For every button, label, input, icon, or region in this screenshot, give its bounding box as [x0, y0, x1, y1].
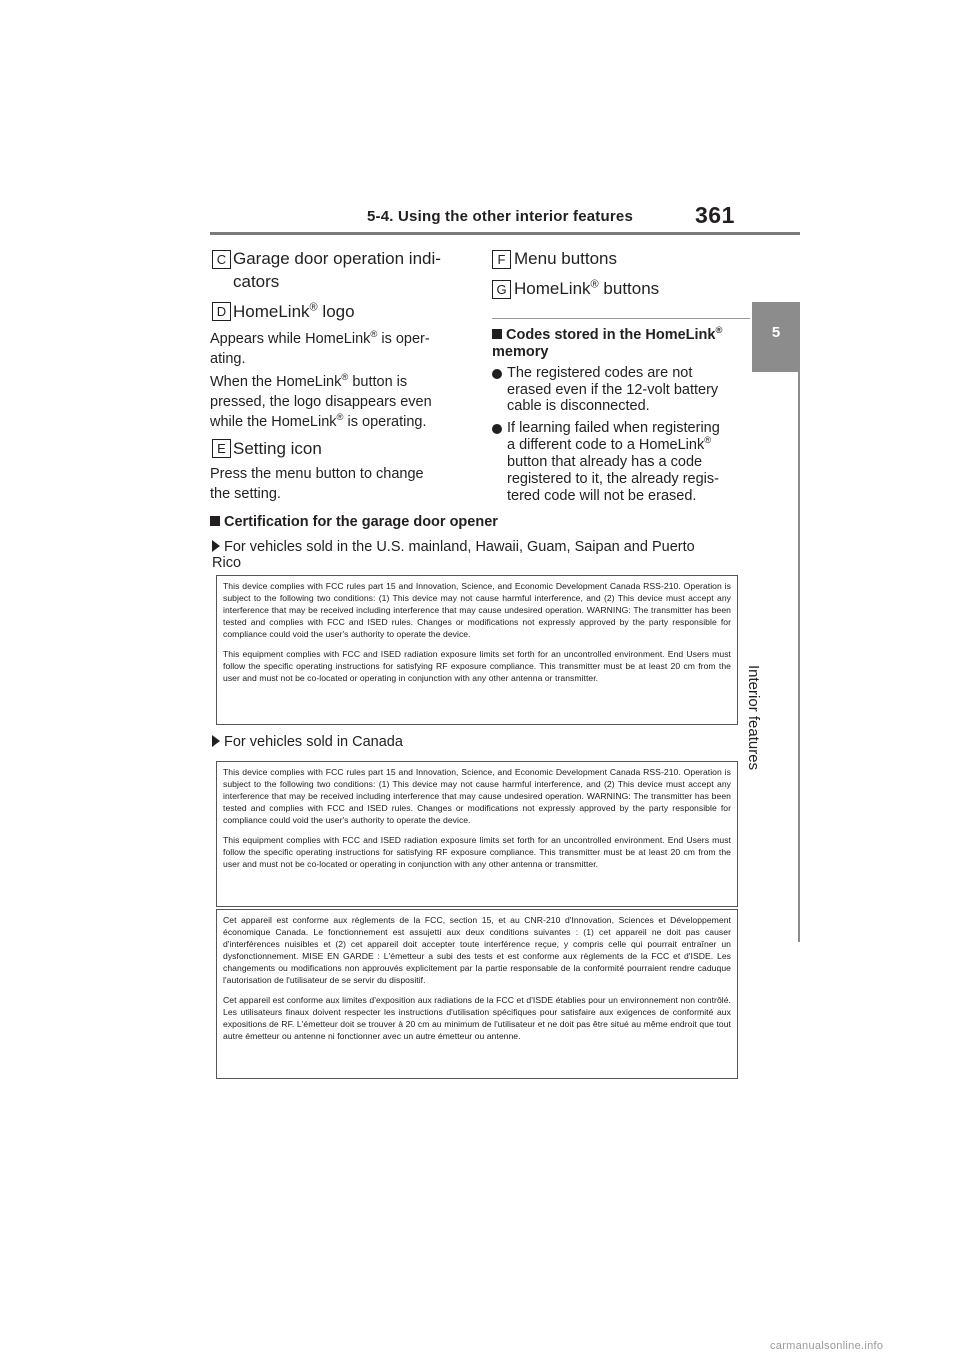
fcc-notice-paragraph: This equipment complies with FCC and ISED radiation exposure limits set forth for an uncontrolled environment. End Users must follow the specific operating instructions for satisfying RF exposure compliance. This transmitter must be at least 20 cm from the user and must not be co-located or operating in conjunction with any other antenna or transmitter. — [223, 835, 731, 869]
item-d-title: HomeLink® logo — [233, 301, 355, 321]
column-divider — [492, 318, 750, 319]
header-rule — [210, 232, 800, 235]
chapter-label: Interior features — [745, 665, 762, 771]
item-g-title: HomeLink® buttons — [514, 278, 660, 298]
bullet-dot-icon — [492, 424, 502, 434]
chapter-number: 5 — [771, 324, 781, 341]
watermark: carmanualsonline.info — [770, 1340, 884, 1352]
page-number: 361 — [695, 202, 735, 228]
item-d-description-1: Appears while HomeLink® is oper- ating. — [210, 328, 430, 367]
bullet-dot-icon — [492, 369, 502, 379]
codes-bullet-2: If learning failed when registering a different code to a HomeLink® button that already has a code registered to it, the already regis- tered code will not be erased. — [507, 420, 720, 504]
callout-letter-f: F — [492, 250, 511, 269]
callout-letter-e: E — [212, 439, 231, 458]
fcc-notice-us — [216, 575, 738, 725]
section-title: 5-4. Using the other interior features — [367, 208, 633, 225]
triangle-arrow-icon — [212, 540, 220, 552]
item-e-description: Press the menu button to change the setting. — [210, 466, 424, 502]
square-bullet-icon — [492, 329, 502, 339]
fcc-notice-paragraph: Cet appareil est conforme aux limites d'exposition aux radiations de la FCC et d'ISDE établies pour un environnement non contrôlé. Les utilisateurs finaux doivent respecter les instructions d'utilisation spécifiques pour satisfaire aux exigences de conformité aux expositions de RF. L'émetteur doit se trouver à 20 cm au minimum de l'utilisateur et ne doit pas être situé au même endroit que tout autre émetteur ou antenne ni fonctionner avec un autre émetteur ou antenne. — [223, 995, 731, 1041]
codes-bullet-1: The registered codes are not erased even if the 12-volt battery cable is disconnected. — [507, 365, 719, 414]
page-header — [367, 202, 797, 234]
item-f-title: Menu buttons — [514, 249, 618, 268]
callout-letter-g: G — [492, 280, 511, 299]
callout-letter-d: D — [212, 302, 231, 321]
fcc-notice-canada-fr — [216, 909, 738, 1079]
us-vehicles-label: For vehicles sold in the U.S. mainland, Hawaii, Guam, Saipan and Puerto Rico — [212, 539, 695, 571]
fcc-notice-paragraph: Cet appareil est conforme aux règlements de la FCC, section 15, et au CNR-210 d'Innovation, Sciences et Développement économique Canada. Le fonctionnement est assujetti aux deux conditions suivantes : (1) cet appareil ne doit pas causer d'interférences nuisibles et (2) cet appareil doit accepter toute interférence reçue, y compris celle qui pourrait entraîner un dysfonctionnement. MISE EN GARDE : L'émetteur a subi des tests et est conforme aux règlements de la FCC et d'ISDE. Les changements ou modifications non approuvés explicitement par la partie responsable de la conformité pourraient rendre caduque l'autorisation de l'utilisateur de se servir du dispositif. — [223, 915, 731, 985]
fcc-notice-paragraph: This device complies with FCC rules part 15 and Innovation, Science, and Economic Development Canada RSS-210. Operation is subject to the following two conditions: (1) This device may not cause harmful interference, and (2) This device must accept any interference that may be received including interference that may cause undesired operation. WARNING: The transmitter has been tested and complies with FCC and ISED rules. Changes or modifications not expressly approved by the party responsible for compliance could void the user's authority to operate the device. — [223, 581, 731, 639]
certification-heading: Certification for the garage door opener — [210, 514, 498, 531]
chapter-tab — [752, 302, 800, 372]
triangle-arrow-icon — [212, 735, 220, 747]
item-e-title: Setting icon — [233, 439, 322, 458]
fcc-notice-paragraph: This equipment complies with FCC and ISED radiation exposure limits set forth for an uncontrolled environment. End Users must follow the specific operating instructions for satisfying RF exposure compliance. This transmitter must be at least 20 cm from the user and must not be co-located or operating in conjunction with any other antenna or transmitter. — [223, 649, 731, 683]
callout-letter-c: C — [212, 250, 231, 269]
item-d-description-2: When the HomeLink® button is pressed, the logo disappears even while the HomeLink® is operating. — [210, 371, 432, 430]
canada-vehicles-label: For vehicles sold in Canada — [212, 734, 403, 750]
chapter-side-bar — [798, 302, 800, 942]
fcc-notice-paragraph: This device complies with FCC rules part 15 and Innovation, Science, and Economic Development Canada RSS-210. Operation is subject to the following two conditions: (1) This device may not cause harmful interference, and (2) This device must accept any interference that may be received including interference that may cause undesired operation. WARNING: The transmitter has been tested and complies with FCC and ISED rules. Changes or modifications not expressly approved by the party responsible for compliance could void the user's authority to operate the device. — [223, 767, 731, 825]
codes-heading: Codes stored in the HomeLink® memory — [492, 324, 723, 360]
square-bullet-icon — [210, 516, 220, 526]
fcc-notice-canada-en — [216, 761, 738, 907]
item-c-title: Garage door operation indi- cators — [233, 249, 441, 291]
